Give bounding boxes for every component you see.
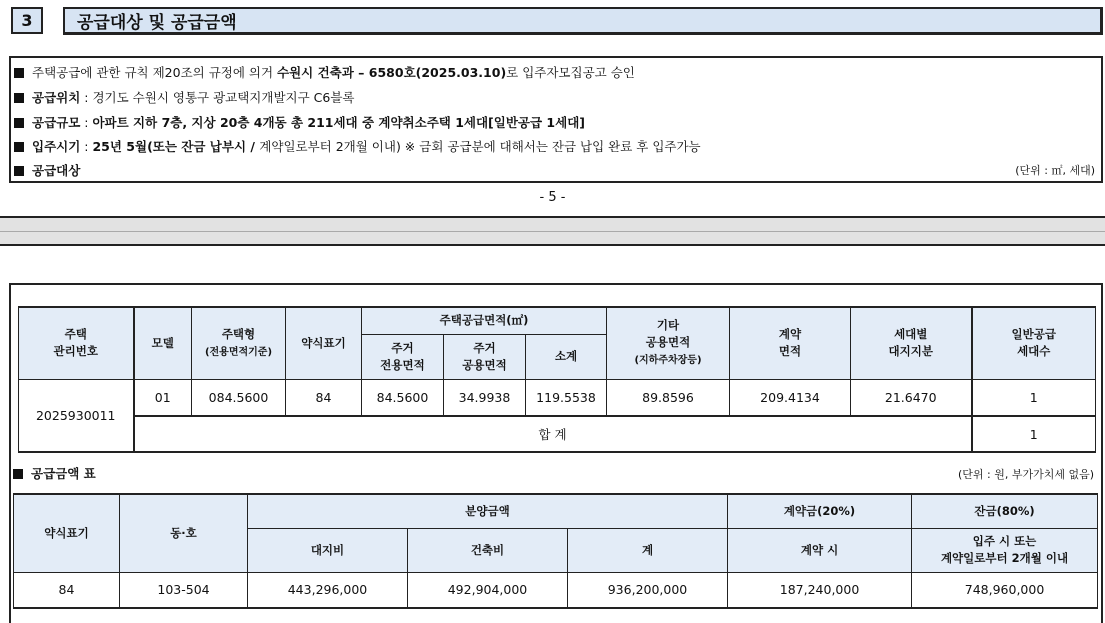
header-model: 모델 <box>134 307 192 379</box>
header-sale-price: 분양금액 <box>248 494 728 528</box>
cell-land-cost: 443,296,000 <box>248 572 408 608</box>
cell-balance: 748,960,000 <box>912 572 1098 608</box>
bullet-square-icon <box>14 68 24 78</box>
cell-abbr: 84 <box>286 379 362 416</box>
info-line-approval <box>14 63 635 81</box>
separator: : <box>80 115 93 130</box>
header-abbr: 약식표기 <box>14 494 120 572</box>
cell-building-cost: 492,904,000 <box>408 572 568 608</box>
cell-mgmt-no: 2025930011 <box>19 379 134 452</box>
table-row <box>19 379 1096 416</box>
header-type: 주택형 (전용면적기준) <box>192 307 286 379</box>
move-in-label: 입주시기 <box>32 139 81 154</box>
header-other-common: 기타 공용면적 (지하주차장등) <box>607 307 730 379</box>
bullet-square-icon <box>14 118 24 128</box>
move-in-note: 계약일로부터 2개월 이내) ※ 금회 공급분에 대해서는 잔금 납입 완료 후 입주가능 <box>259 139 701 154</box>
location-label: 공급위치 <box>32 90 81 105</box>
price-table-title: 공급금액 표 <box>13 464 96 482</box>
header-private-area: 주거 전용면적 <box>362 334 444 379</box>
cell-other-common: 89.8596 <box>607 379 730 416</box>
bullet-square-icon <box>13 469 23 479</box>
cell-dong-ho: 103-504 <box>120 572 248 608</box>
scale-label: 공급규모 <box>32 115 81 130</box>
header-subtotal: 소계 <box>526 334 607 379</box>
cell-type: 084.5600 <box>192 379 286 416</box>
cell-general-units: 1 <box>972 379 1096 416</box>
target-label: 공급대상 <box>32 163 81 178</box>
header-dong-ho: 동·호 <box>120 494 248 572</box>
header-deposit: 계약금(20%) <box>728 494 912 528</box>
header-deposit-when: 계약 시 <box>728 528 912 572</box>
cell-deposit: 187,240,000 <box>728 572 912 608</box>
page-break-divider <box>0 216 1105 246</box>
location-value: 경기도 수원시 영통구 광교택지개발지구 C6블록 <box>92 90 355 105</box>
header-common-area: 주거 공용면적 <box>444 334 526 379</box>
header-land-share: 세대별 대지지분 <box>851 307 972 379</box>
supply-price-table <box>13 493 1098 609</box>
total-units: 1 <box>972 416 1096 452</box>
header-general-units: 일반공급 세대수 <box>972 307 1096 379</box>
total-label: 합 계 <box>134 416 972 452</box>
approval-suffix: 로 입주자모집공고 승인 <box>506 65 635 80</box>
supply-info-box <box>9 56 1103 183</box>
header-contract-area: 계약 면적 <box>730 307 851 379</box>
separator: : <box>80 90 93 105</box>
bullet-square-icon <box>14 93 24 103</box>
cell-subtotal: 119.5538 <box>526 379 607 416</box>
info-line-move-in <box>14 137 701 155</box>
cell-abbr: 84 <box>14 572 120 608</box>
cell-common-area: 34.9938 <box>444 379 526 416</box>
table-row <box>14 572 1098 608</box>
cell-land-share: 21.6470 <box>851 379 972 416</box>
section-number: 3 <box>11 7 43 34</box>
section-title: 공급대상 및 공급금액 <box>63 7 1103 35</box>
header-land-cost: 대지비 <box>248 528 408 572</box>
supply-area-table <box>18 306 1096 453</box>
info-line-target <box>14 161 80 179</box>
area-unit-note: (단위 : ㎡, 세대) <box>1015 164 1095 177</box>
info-line-location <box>14 88 355 106</box>
header-total: 계 <box>568 528 728 572</box>
bullet-square-icon <box>14 166 24 176</box>
separator: : <box>80 139 93 154</box>
move-in-date: 25년 5월(또는 잔금 납부시 / <box>92 139 260 154</box>
approval-number: 수원시 건축과 – 6580호(2025.03.10) <box>277 65 507 80</box>
header-balance-when: 입주 시 또는 계약일로부터 2개월 이내 <box>912 528 1098 572</box>
page-number: - 5 - <box>539 190 566 205</box>
cell-model: 01 <box>134 379 192 416</box>
header-area-group: 주택공급면적(㎡) <box>362 307 607 334</box>
header-mgmt-no: 주택 관리번호 <box>19 307 134 379</box>
info-line-scale <box>14 113 585 131</box>
header-building-cost: 건축비 <box>408 528 568 572</box>
price-unit-note: (단위 : 원, 부가가치세 없음) <box>957 468 1094 481</box>
header-balance: 잔금(80%) <box>912 494 1098 528</box>
scale-value: 아파트 지하 7층, 지상 20층 4개동 총 211세대 중 계약취소주택 1세대[일반공급 1세대] <box>92 115 585 130</box>
bullet-square-icon <box>14 142 24 152</box>
approval-text: 주택공급에 관한 규칙 제20조의 규정에 의거 <box>32 65 278 80</box>
cell-contract-area: 209.4134 <box>730 379 851 416</box>
cell-private-area: 84.5600 <box>362 379 444 416</box>
cell-total: 936,200,000 <box>568 572 728 608</box>
divider-line <box>0 231 1105 232</box>
total-row <box>19 416 1096 452</box>
header-abbr: 약식표기 <box>286 307 362 379</box>
